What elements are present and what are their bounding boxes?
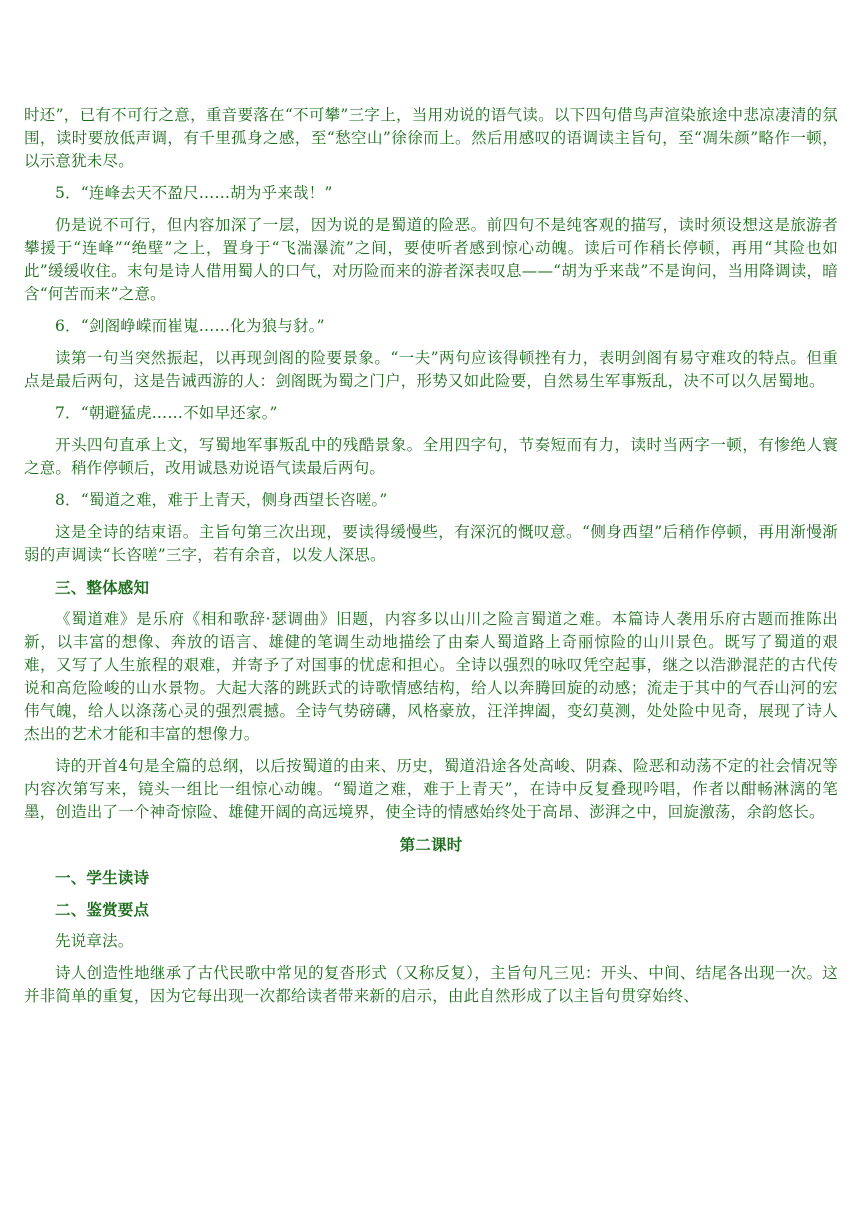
item-7-title: 7．“朝避猛虎……不如早还家。” <box>55 404 278 422</box>
section-heading-appreciation-points: 二、鉴赏要点 <box>55 900 150 919</box>
paragraph-item-7: 开头四句直承上文，写蜀地军事叛乱中的残酷景象。全用四字句，节奏短而有力，读时当两字一顿，有惨绝人寰之意。稍作停顿后，改用诚恳劝说语气读最后两句。 <box>24 436 838 477</box>
paragraph-structure-detail: 诗人创造性地继承了古代民歌中常见的复沓形式（又称反复），主旨句凡三见：开头、中间、结尾各出现一次。这并非简单的重复，因为它每出现一次都给读者带来新的启示，由此自然形成了以主旨句贯穿始终、 <box>24 964 838 1005</box>
document-page <box>24 104 838 1017</box>
item-6-title: 6．“剑阁峥嵘而崔嵬……化为狼与豺。” <box>55 317 325 335</box>
paragraph-item-6: 读第一句当突然振起，以再现剑阁的险要景象。“一夫”两句应该得顿挫有力，表明剑阁有易守难攻的特点。但重点是最后两句，这是告诫西游的人：剑阁既为蜀之门户，形势又如此险要，自然易生军事叛乱，决不可以久居蜀地。 <box>24 349 838 390</box>
lesson-title-second-period: 第二课时 <box>399 835 463 854</box>
item-5-title: 5．“连峰去天不盈尺……胡为乎来哉！” <box>55 184 333 202</box>
section-heading-overall-perception: 三、整体感知 <box>55 578 150 597</box>
paragraph-reading-guide-4-continued: 时还”，已有不可行之意，重音要落在“不可攀”三字上，当用劝说的语气读。以下四句借鸟声渲染旅途中悲凉凄清的氛围，读时要放低声调，有千里孤身之感，至“愁空山”徐徐而上。然后用感叹的语调读主旨句，至“凋朱颜”略作一顿，以示意犹未尽。 <box>24 106 838 170</box>
paragraph-overall-2: 诗的开首4句是全篇的总纲，以后按蜀道的由来、历史，蜀道沿途各处高峻、阴森、险恶和动荡不定的社会情况等内容次第写来，镜头一组比一组惊心动魄。“蜀道之难，难于上青天”，在诗中反复叠现吟唱，作者以酣畅淋漓的笔墨，创造出了一个神奇惊险、雄健开阔的高远境界，使全诗的情感始终处于高昂、澎湃之中，回旋激荡，余韵悠长。 <box>24 757 838 821</box>
item-8-title: 8．“蜀道之难，难于上青天，侧身西望长咨嗟。” <box>55 491 388 509</box>
paragraph-item-5: 仍是说不可行，但内容加深了一层，因为说的是蜀道的险恶。前四句不是纯客观的描写，读时须设想这是旅游者攀援于“连峰”“绝壁”之上，置身于“飞湍瀑流”之间，要使听者感到惊心动魄。读后可作稍长停顿，再用“其险也如此”缓缓收住。末句是诗人借用蜀人的口气，对历险而来的游者深表叹息——“胡为乎来哉”不是询问，当用降调读，暗含“何苦而来”之意。 <box>24 216 838 303</box>
paragraph-overall-1: 《蜀道难》是乐府《相和歌辞·瑟调曲》旧题，内容多以山川之险言蜀道之难。本篇诗人袭用乐府古题而推陈出新，以丰富的想像、奔放的语言、雄健的笔调生动地描绘了由秦人蜀道路上奇丽惊险的山川景色。既写了蜀道的艰难，又写了人生旅程的艰难，并寄予了对国事的忧虑和担心。全诗以强烈的咏叹凭空起事，继之以浩渺混茫的古代传说和高危险峻的山水景物。大起大落的跳跃式的诗歌情感结构，给人以奔腾回旋的动感；流走于其中的气吞山河的宏伟气魄，给人以涤荡心灵的强烈震撼。全诗气势磅礴，风格豪放，汪洋捭阖，变幻莫测，处处险中见奇，展现了诗人杰出的艺术才能和丰富的想像力。 <box>24 610 838 743</box>
section-heading-student-reading: 一、学生读诗 <box>55 868 150 887</box>
paragraph-structure-intro: 先说章法。 <box>55 932 134 950</box>
paragraph-item-8: 这是全诗的结束语。主旨句第三次出现，要读得缓慢些，有深沉的慨叹意。“侧身西望”后稍作停顿，再用渐慢渐弱的声调读“长咨嗟”三字，若有余音，以发人深思。 <box>24 523 838 564</box>
